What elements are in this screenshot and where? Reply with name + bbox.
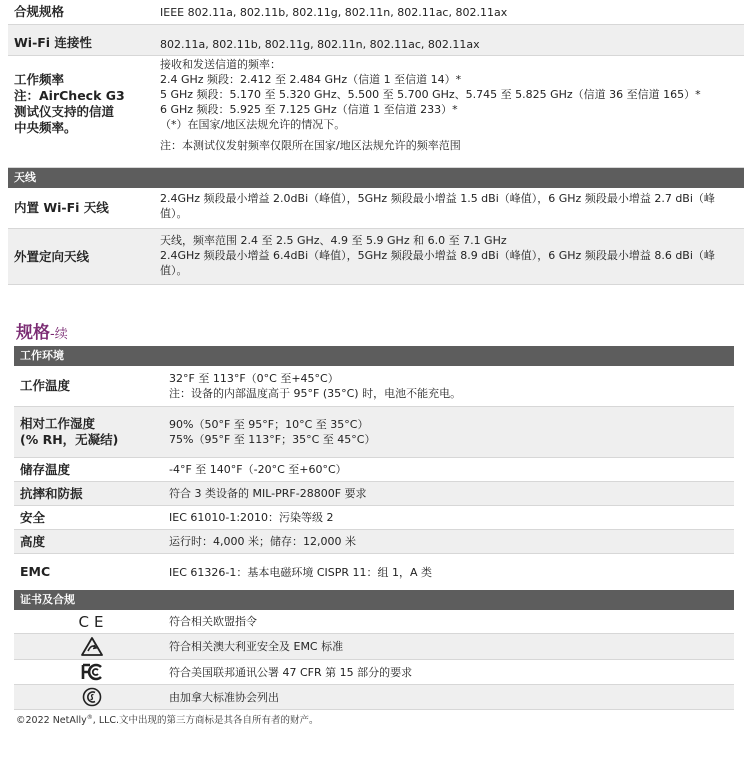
value-line: （*）在国家/地区法规允许的情况下。 [160, 118, 346, 131]
value-line: 2.4 GHz 频段：2.412 至 2.484 GHz（信道 1 至信道 14）* [160, 73, 462, 86]
row-value [160, 188, 744, 228]
ce-mark-icon: C E [78, 612, 105, 631]
row-frequency [8, 56, 744, 168]
value-line: 75%（95°F 至 113°F；35°C 至 45°C） [169, 433, 376, 446]
footer-reg: ® [86, 713, 93, 721]
value-line: 接收和发送信道的频率： [160, 58, 281, 71]
row-internal-antenna [8, 188, 744, 229]
value-line: 32°F 至 113°F（0°C 至+45°C） [169, 372, 339, 385]
freq-note: 注：本测试仪发射频率仅限所在国家/地区法规允许的频率范围 [160, 139, 461, 152]
heading-suffix: -续 [50, 327, 68, 342]
row-operating-temp [14, 366, 734, 407]
footer-rest: , LLC.文中出现的第三方商标是其各自所有者的财产。 [92, 715, 319, 726]
row-shock [14, 482, 734, 506]
cert-row [14, 685, 734, 710]
value-line: 2.4GHz 频段最小增益 6.4dBi（峰值），5GHz 频段最小增益 8.9 dBi（峰值），6 GHz 频段最小增益 8.6 dBi（峰值）。 [160, 249, 715, 277]
row-value: IEEE 802.11a, 802.11b, 802.11g, 802.11n, 802.11ac, 802.11ax [160, 5, 508, 19]
cert-row [14, 634, 734, 660]
row-label: 内置 Wi-Fi 天线 [14, 200, 109, 215]
value-line: 5 GHz 频段：5.170 至 5.320 GHz、5.500 至 5.700 GHz、5.745 至 5.825 GHz（信道 36 至信道 165）* [160, 88, 701, 101]
row-label: 安全 [20, 509, 46, 525]
label-line: 中央频率。 [14, 120, 77, 135]
cert-row [14, 610, 734, 634]
section-header-antenna: 天线 [8, 168, 744, 188]
value-line: 天线，频率范围 2.4 至 2.5 GHz、4.9 至 5.9 GHz 和 6.0 至 7.1 GHz [160, 234, 507, 247]
value-line: 90%（50°F 至 95°F；10°C 至 35°C） [169, 418, 369, 431]
label-line: 注：AirCheck G3 [14, 88, 125, 103]
value-line: 6 GHz 频段：5.925 至 7.125 GHz（信道 1 至信道 233）* [160, 103, 458, 116]
cert-text: 符合相关澳大利亚安全及 EMC 标准 [169, 640, 344, 653]
row-value: 符合 3 类设备的 MIL-PRF-28800F 要求 [169, 487, 367, 500]
row-value: IEC 61010-1:2010：污染等级 2 [169, 511, 334, 524]
value-line: 注：设备的内部温度高于 95°F (35°C) 时，电池不能充电。 [169, 387, 462, 400]
spec-table-wireless [8, 0, 744, 285]
row-value [160, 56, 744, 167]
row-label: 合规规格 [14, 4, 65, 19]
row-external-antenna [8, 229, 744, 285]
value-line: 2.4GHz 频段最小增益 2.0dBi（峰值），5GHz 频段最小增益 1.5 dBi（峰值），6 GHz 频段最小增益 2.7 dBi（峰值）。 [160, 192, 715, 220]
row-label: 抗摔和防振 [20, 485, 83, 501]
heading-main: 规格 [16, 323, 50, 343]
cert-text: 符合相关欧盟指令 [169, 615, 257, 628]
label-line: 测试仪支持的信道 [14, 104, 115, 119]
footer-prefix: ©2022 NetAlly [16, 715, 87, 726]
row-storage-temp [14, 458, 734, 482]
row-label: EMC [20, 564, 51, 579]
fcc-mark-icon [14, 660, 169, 684]
label-line: (% RH，无凝结) [20, 432, 119, 447]
rcm-mark-icon [14, 634, 169, 659]
row-safety [14, 506, 734, 530]
csa-mark-icon [14, 685, 169, 709]
label-line: 工作频率 [14, 72, 65, 87]
row-value [160, 229, 744, 284]
row-label: 高度 [20, 533, 46, 549]
row-compliance [8, 0, 744, 25]
row-label [8, 56, 160, 167]
section-heading [16, 318, 68, 343]
row-altitude [14, 530, 734, 554]
spec-table-environment [14, 346, 734, 710]
label-line: 相对工作湿度 [20, 416, 96, 431]
row-value: 802.11a, 802.11b, 802.11g, 802.11n, 802.11ac, 802.11ax [160, 38, 480, 51]
row-label: 工作温度 [20, 378, 71, 393]
row-label: 储存温度 [20, 461, 71, 477]
row-emc [14, 554, 734, 590]
footer-copyright [16, 712, 319, 726]
section-header-environment: 工作环境 [14, 346, 734, 366]
row-label: Wi-Fi 连接性 [14, 35, 92, 50]
row-value: -4°F 至 140°F（-20°C 至+60°C） [169, 463, 347, 476]
row-wifi [8, 25, 744, 56]
cert-text: 由加拿大标准协会列出 [169, 690, 279, 704]
section-header-certifications: 证书及合规 [14, 590, 734, 610]
row-value: IEC 61326-1：基本电磁环境 CISPR 11：组 1，A 类 [169, 565, 433, 579]
cert-row [14, 660, 734, 685]
cert-text: 符合美国联邦通讯公署 47 CFR 第 15 部分的要求 [169, 665, 413, 679]
row-label: 外置定向天线 [14, 248, 90, 264]
row-value [169, 366, 734, 406]
row-value: 运行时：4,000 米；储存：12,000 米 [169, 535, 356, 548]
row-value [169, 407, 734, 457]
row-label [14, 407, 169, 457]
row-humidity [14, 407, 734, 458]
